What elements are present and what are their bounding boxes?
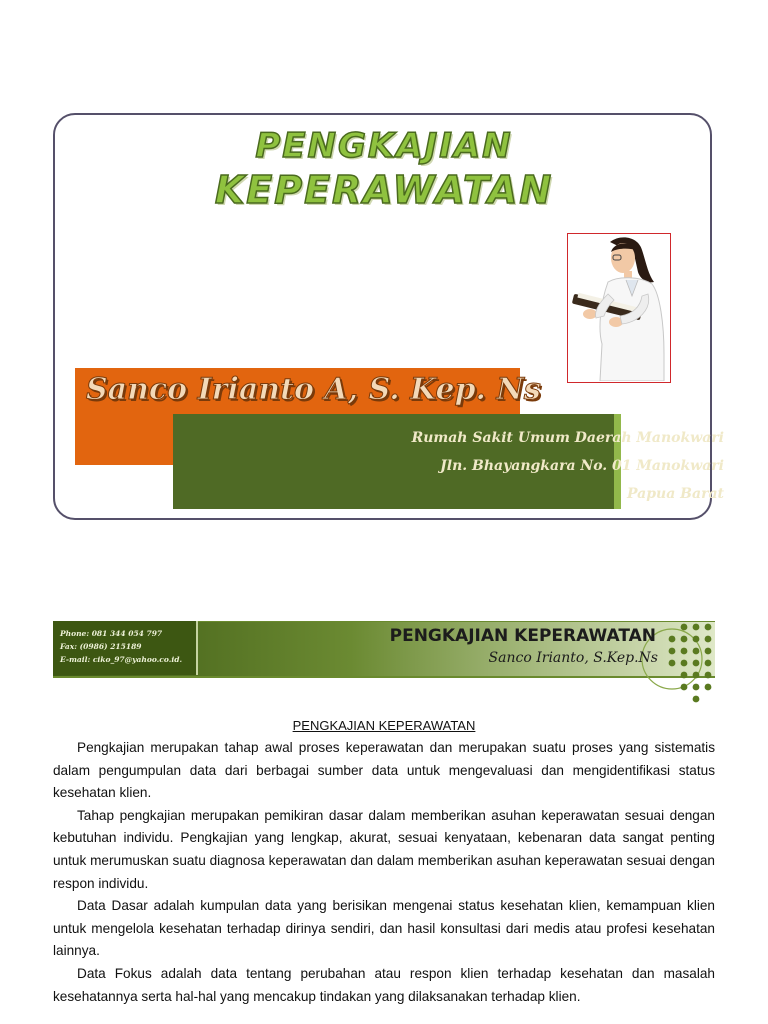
contact-email: E-mail: ciko_97@yahoo.co.id. — [60, 655, 183, 664]
document-body — [53, 737, 715, 1008]
banner-underline — [53, 676, 715, 678]
banner-subtitle: Sanco Irianto, S.Kep.Ns — [488, 650, 658, 666]
address-line3: Papua Barat — [627, 486, 724, 502]
paragraph: Data Dasar adalah kumpulan data yang berisikan mengenai status kesehatan klien, kemampuan klien untuk mengelola kesehatan terhadap dirinya sendiri, dan hasil konsultasi dari medis atau profesi kesehatan lainnya. — [53, 898, 715, 959]
address-line2: Jln. Bhayangkara No. 01 Manokwari — [440, 458, 724, 474]
nurse-icon — [568, 234, 669, 381]
contact-fax: Fax: (0986) 215189 — [60, 642, 142, 651]
address-line1: Rumah Sakit Umum Daerah Manokwari — [411, 430, 724, 446]
cover-title-line2: KEPERAWATAN — [214, 168, 554, 212]
contact-phone: Phone: 081 344 054 797 — [60, 629, 163, 638]
banner-title: PENGKAJIAN KEPERAWATAN — [389, 626, 656, 646]
document-heading: PENGKAJIAN KEPERAWATAN — [292, 718, 476, 733]
paragraph: Data Fokus adalah data tentang perubahan atau respon klien terhadap kesehatan dan masalah kesehatannya serta hal-hal yang mencakup tindakan yang dilaksanakan terhadap klien. — [53, 965, 715, 1004]
paragraph: Pengkajian merupakan tahap awal proses keperawatan dan merupakan suatu proses yang sistematis dalam pengumpulan data dari berbagai sumber data untuk mengevaluasi dan mengidentifikasi status kesehatan klien. — [53, 740, 715, 801]
cover-title-line1: PENGKAJIAN — [255, 126, 513, 166]
paragraph: Tahap pengkajian merupakan pemikiran dasar dalam memberikan asuhan keperawatan sesuai dengan kebutuhan individu. Pengkajian yang lengkap, akurat, sesuai kenyataan, kebenaran data sangat penting untuk merumuskan suatu diagnosa keperawatan dan dalam memberikan asuhan keperawatan sesuai dengan respon individu. — [53, 807, 715, 891]
author-name: Sanco Irianto A, S. Kep. Ns — [86, 372, 541, 407]
nurse-illustration — [567, 233, 671, 383]
